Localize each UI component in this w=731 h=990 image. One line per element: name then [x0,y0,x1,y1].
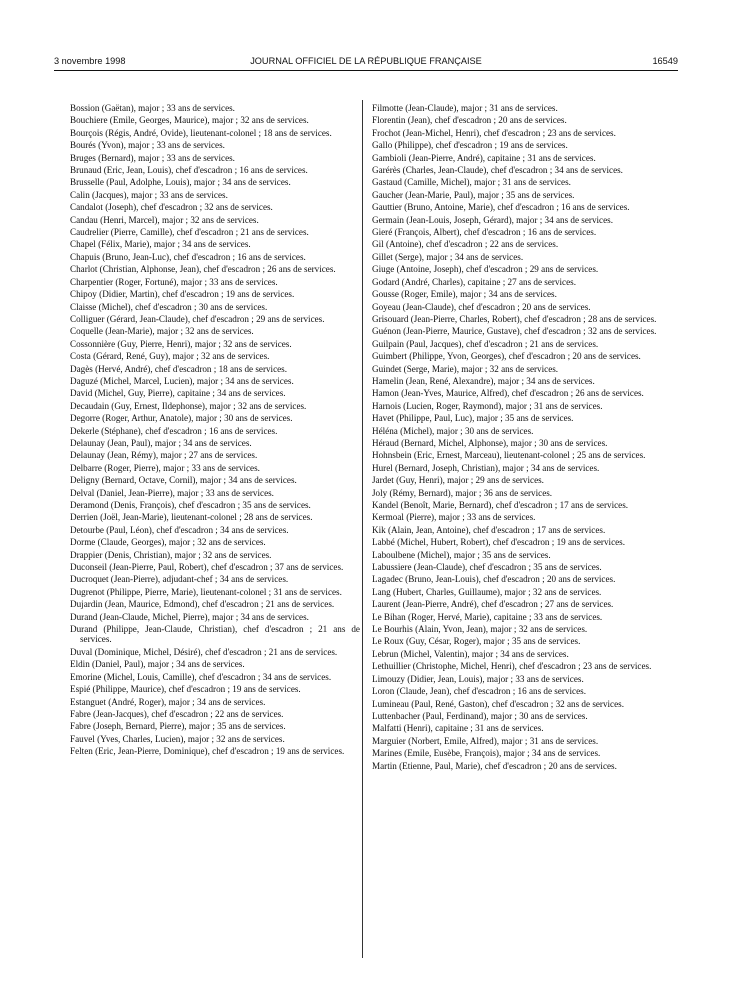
list-item: Jardet (Guy, Henri), major ; 29 ans de services. [372,475,544,486]
list-item: Drappier (Denis, Christian), major ; 32 ans de services. [70,549,272,560]
list-item: David (Michel, Guy, Pierre), capitaine ; 34 ans de services. [70,388,286,399]
list-item: Germain (Jean-Louis, Joseph, Gérard), major ; 34 ans de services. [372,214,613,225]
list-item: Claisse (Michel), chef d'escadron ; 30 ans de services. [70,301,268,312]
list-item: Gil (Antoine), chef d'escadron ; 22 ans de services. [372,239,559,250]
column-divider [362,100,363,958]
list-item: Deligny (Bernard, Octave, Cornil), major ; 34 ans de services. [70,475,297,486]
list-item: Gaucher (Jean-Marie, Paul), major ; 35 ans de services. [372,189,575,200]
list-item: Kermoal (Pierre), major ; 33 ans de services. [372,512,536,523]
list-item: Martin (Etienne, Paul, Marie), chef d'escadron ; 20 ans de services. [372,760,617,771]
list-item: Goyeau (Jean-Claude), chef d'escadron ; 20 ans de services. [372,301,591,312]
list-item: Chapuis (Bruno, Jean-Luc), chef d'escadron ; 16 ans de services. [70,251,306,262]
right-column [372,103,662,773]
list-item: Gambioli (Jean-Pierre, André), capitaine ; 31 ans de services. [372,152,596,163]
list-item: Daguzé (Michel, Marcel, Lucien), major ; 34 ans de services. [70,375,294,386]
header-rule [54,70,678,71]
list-item: Colliguer (Gérard, Jean-Claude), chef d'escadron ; 29 ans de services. [70,313,325,324]
list-item: Derrien (Joël, Jean-Marie), lieutenant-colonel ; 28 ans de services. [70,512,313,523]
list-item: Eldin (Daniel, Paul), major ; 34 ans de services. [70,659,245,670]
list-item: Frochot (Jean-Michel, Henri), chef d'escadron ; 23 ans de services. [372,127,616,138]
list-item: Dagès (Hervé, André), chef d'escadron ; 18 ans de services. [70,363,288,374]
list-item: Brunaud (Eric, Jean, Louis), chef d'escadron ; 16 ans de services. [70,165,308,176]
list-item: Ducroquet (Jean-Pierre), adjudant-chef ; 34 ans de services. [70,574,289,585]
list-item: Luttenbacher (Paul, Ferdinand), major ; 30 ans de services. [372,710,588,721]
list-item: Le Roux (Guy, César, Roger), major ; 35 ans de services. [372,636,581,647]
list-item: Emorine (Michel, Louis, Camille), chef d'escadron ; 34 ans de services. [70,671,332,682]
list-item: Héléna (Michel), major ; 30 ans de services. [372,425,534,436]
page-header [54,56,678,70]
header-title: JOURNAL OFFICIEL DE LA RÉPUBLIQUE FRANÇAISE [250,56,482,66]
list-item: Kandel (Benoît, Marie, Bernard), chef d'escadron ; 17 ans de services. [372,500,629,510]
list-item: Bouchiere (Emile, Georges, Maurice), major ; 32 ans de services. [70,115,309,126]
list-item: Héraud (Bernard, Michel, Alphonse), major ; 30 ans de services. [372,437,608,448]
list-item: Charlot (Christian, Alphonse, Jean), chef d'escadron ; 26 ans de services. [70,264,336,275]
list-item: Gauttier (Bruno, Antoine, Marie), chef d'escadron ; 16 ans de services. [372,202,630,213]
list-item: Coquelle (Jean-Marie), major ; 32 ans de services. [70,326,254,337]
list-item: Chipoy (Didier, Martin), chef d'escadron ; 19 ans de services. [70,289,295,300]
list-item: Kik (Alain, Jean, Antoine), chef d'escadron ; 17 ans de services. [372,524,606,535]
list-item: Marines (Emile, Eusèbe, François), major ; 34 ans de services. [372,748,601,759]
list-item: Bruges (Bernard), major ; 33 ans de services. [70,152,235,163]
list-item: Labussiere (Jean-Claude), chef d'escadron ; 35 ans de services. [372,562,602,573]
list-item: Duconseil (Jean-Pierre, Paul, Robert), chef d'escadron ; 37 ans de services. [70,562,344,573]
list-item: Filmotte (Jean-Claude), major ; 31 ans de services. [372,103,558,113]
list-item: Bourçois (Régis, André, Ovide), lieutenant-colonel ; 18 ans de services. [70,127,332,138]
list-item: Brusselle (Paul, Adolphe, Louis), major ; 34 ans de services. [70,177,291,188]
list-item: Grisouard (Jean-Pierre, Charles, Robert), chef d'escadron ; 28 ans de services. [372,313,657,324]
header-date: 3 novembre 1998 [54,56,126,66]
list-item: Duval (Dominique, Michel, Désiré), chef d'escadron ; 21 ans de services. [70,646,338,657]
list-item: Harnois (Lucien, Roger, Raymond), major ; 31 ans de services. [372,400,603,411]
header-page-number: 16549 [652,56,678,66]
list-item: Calin (Jacques), major ; 33 ans de services. [70,189,228,200]
list-item: Hurel (Bernard, Joseph, Christian), major ; 34 ans de services. [372,462,600,473]
list-item: Le Bihan (Roger, Hervé, Marie), capitaine ; 33 ans de services. [372,611,603,622]
list-item: Lang (Hubert, Charles, Guillaume), major ; 32 ans de services. [372,586,602,597]
list-item: Delbarre (Roger, Pierre), major ; 33 ans de services. [70,462,260,473]
list-item: Gieré (François, Albert), chef d'escadron ; 16 ans de services. [372,227,597,238]
list-item: Durand (Jean-Claude, Michel, Pierre), major ; 34 ans de services. [70,611,309,622]
list-item: Lagadec (Bruno, Jean-Louis), chef d'escadron ; 20 ans de services. [372,574,616,585]
list-item: Hamelin (Jean, René, Alexandre), major ; 34 ans de services. [372,375,595,386]
list-item: Guénon (Jean-Pierre, Maurice, Gustave), chef d'escadron ; 32 ans de services. [372,326,657,337]
list-item: Laboulbene (Michel), major ; 35 ans de services. [372,549,551,560]
list-item: Gousse (Roger, Emile), major ; 34 ans de services. [372,289,557,300]
list-item: Limouzy (Didier, Jean, Louis), major ; 33 ans de services. [372,673,584,684]
list-item: Dujardin (Jean, Maurice, Edmond), chef d'escadron ; 21 ans de services. [70,599,335,610]
list-item: Malfatti (Henri), capitaine ; 31 ans de services. [372,723,544,734]
list-item: Hamon (Jean-Yves, Maurice, Alfred), chef d'escadron ; 26 ans de services. [372,388,644,399]
list-item: Havet (Philippe, Paul, Luc), major ; 35 ans de services. [372,413,574,424]
left-column [70,103,360,759]
list-item: Espié (Philippe, Maurice), chef d'escadron ; 19 ans de services. [70,684,301,695]
list-item: Lumineau (Paul, René, Gaston), chef d'escadron ; 32 ans de services. [372,698,624,709]
list-item: Deramond (Denis, François), chef d'escadron ; 35 ans de services. [70,500,311,510]
list-item: Degorre (Roger, Arthur, Anatole), major ; 30 ans de services. [70,413,293,424]
list-item: Candalot (Joseph), chef d'escadron ; 32 ans de services. [70,202,273,213]
list-item: Felten (Eric, Jean-Pierre, Dominique), chef d'escadron ; 19 ans de services. [70,746,345,757]
list-item: Durand (Philippe, Jean-Claude, Christian), chef d'escadron ; 21 ans de services. [70,624,360,645]
list-item: Laurent (Jean-Pierre, André), chef d'escadron ; 27 ans de services. [372,599,614,610]
list-item: Cossonnière (Guy, Pierre, Henri), major ; 32 ans de services. [70,338,292,349]
list-item: Guimbert (Philippe, Yvon, Georges), chef d'escadron ; 20 ans de services. [372,351,641,362]
list-item: Fabre (Jean-Jacques), chef d'escadron ; 22 ans de services. [70,708,284,719]
list-item: Delaunay (Jean, Paul), major ; 34 ans de services. [70,437,252,448]
list-item: Dorme (Claude, Georges), major ; 32 ans de services. [70,537,266,548]
list-item: Delval (Daniel, Jean-Pierre), major ; 33 ans de services. [70,487,274,498]
list-item: Lethuillier (Christophe, Michel, Henri), chef d'escadron ; 23 ans de services. [372,661,652,672]
list-item: Bourés (Yvon), major ; 33 ans de services. [70,140,225,151]
list-item: Guindet (Serge, Marie), major ; 32 ans de services. [372,363,559,374]
list-item: Garérès (Charles, Jean-Claude), chef d'escadron ; 34 ans de services. [372,165,623,176]
list-item: Fabre (Joseph, Bernard, Pierre), major ; 35 ans de services. [70,721,286,732]
list-item: Godard (André, Charles), capitaine ; 27 ans de services. [372,276,576,287]
list-item: Giuge (Antoine, Joseph), chef d'escadron ; 29 ans de services. [372,264,599,275]
list-item: Charpentier (Roger, Fortuné), major ; 33 ans de services. [70,276,278,287]
list-item: Guilpain (Paul, Jacques), chef d'escadron ; 21 ans de services. [372,338,599,349]
list-item: Decaudain (Guy, Ernest, Ildephonse), major ; 32 ans de services. [70,400,307,411]
list-item: Hohnsbein (Eric, Ernest, Marceau), lieutenant-colonel ; 25 ans de services. [372,450,646,461]
list-item: Dugrenot (Philippe, Pierre, Marie), lieutenant-colonel ; 31 ans de services. [70,586,342,597]
list-item: Joly (Rémy, Bernard), major ; 36 ans de services. [372,487,553,498]
list-item: Lebrun (Michel, Valentin), major ; 34 ans de services. [372,648,569,659]
list-item: Labbé (Michel, Hubert, Robert), chef d'escadron ; 19 ans de services. [372,537,625,548]
list-item: Caudrelier (Pierre, Camille), chef d'escadron ; 21 ans de services. [70,227,309,238]
list-item: Florentin (Jean), chef d'escadron ; 20 ans de services. [372,115,567,126]
list-item: Chapel (Félix, Marie), major ; 34 ans de services. [70,239,251,250]
list-item: Le Bourhis (Alain, Yvon, Jean), major ; 32 ans de services. [372,624,588,635]
list-item: Bossion (Gaëtan), major ; 33 ans de services. [70,103,235,113]
list-item: Candau (Henri, Marcel), major ; 32 ans de services. [70,214,259,225]
list-item: Gallo (Philippe), chef d'escadron ; 19 ans de services. [372,140,568,151]
list-item: Gillet (Serge), major ; 34 ans de services. [372,251,524,262]
list-item: Gastaud (Camille, Michel), major ; 31 ans de services. [372,177,571,188]
list-item: Costa (Gérard, René, Guy), major ; 32 ans de services. [70,351,270,362]
list-item: Loron (Claude, Jean), chef d'escadron ; 16 ans de services. [372,686,586,697]
list-item: Detourbe (Paul, Léon), chef d'escadron ; 34 ans de services. [70,524,289,535]
list-item: Estanguet (André, Roger), major ; 34 ans de services. [70,696,266,707]
list-item: Marguier (Norbert, Emile, Alfred), major ; 31 ans de services. [372,735,599,746]
list-item: Fauvel (Yves, Charles, Lucien), major ; 32 ans de services. [70,733,285,744]
list-item: Dekerle (Stéphane), chef d'escadron ; 16 ans de services. [70,425,278,436]
list-item: Delaunay (Jean, Rémy), major ; 27 ans de services. [70,450,258,461]
